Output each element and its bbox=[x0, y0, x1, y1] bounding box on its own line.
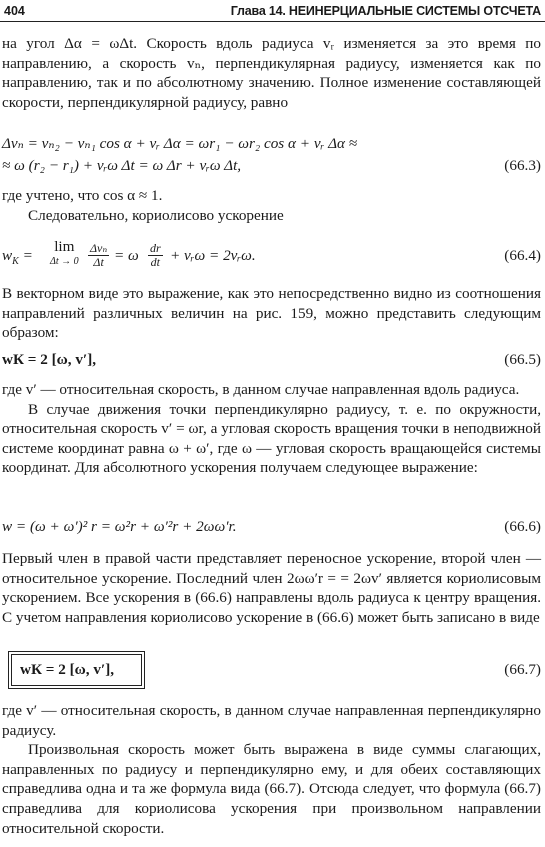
paragraph-text: В случае движения точки перпендикулярно радиусу, т. е. по окружности, относительная скорость v′ = ωr, а угловая скорость вращения точки в неподвижной системе координат равна ω + ω′, где ω — угловая скорость вращающейся системы координат. Для абсолютного ускорения получаем следующее выражение: bbox=[2, 400, 541, 477]
equation-number: (66.3) bbox=[504, 157, 541, 174]
chapter-title: Глава 14. НЕИНЕРЦИАЛЬНЫЕ СИСТЕМЫ ОТСЧЕТА bbox=[230, 4, 541, 18]
header-rule bbox=[0, 21, 545, 22]
paragraph-5 bbox=[2, 380, 541, 478]
equation-number: (66.7) bbox=[504, 661, 541, 678]
paragraph-text: В векторном виде это выражение, как это непосредственно видно из соотношения направлений различных величин на рис. 159, можно представить следующим образом: bbox=[2, 285, 541, 342]
eq-equals: = bbox=[18, 247, 33, 264]
page-number: 404 bbox=[4, 4, 25, 18]
equation-text: Δvₙ = vₙ₂ − vₙ₁ cos α + vᵣ Δα = ωr₁ − ωr₂ cos α + vᵣ Δα ≈ bbox=[2, 135, 358, 152]
fraction-dvn-dt: Δvₙ Δt bbox=[90, 241, 108, 269]
paragraph-text: где v′ — относительная скорость, в данном случае направленная вдоль радиуса. bbox=[2, 381, 520, 398]
paragraph-text: Следовательно, кориолисово ускорение bbox=[28, 206, 284, 224]
limit-operator: lim Δt → 0 bbox=[50, 238, 79, 267]
eq-mid: = ω bbox=[114, 247, 139, 264]
paragraph-text: Произвольная скорость может быть выражена в виде суммы слагающих, направленных по радиусу и перпендикулярно ему, и для обеих составляющих справедлива одна и та же формула вида (66.7). Отсюда следует, что формула (66.7) справедлива для кориолисова ускорения при произвольном направлении относительной скорости. bbox=[2, 741, 541, 837]
equation-number: (66.5) bbox=[504, 351, 541, 368]
paragraph-4 bbox=[2, 284, 541, 343]
equation-text: wК = 2 [ω, v′], bbox=[2, 351, 97, 368]
paragraph-8 bbox=[2, 701, 541, 838]
equation-number: (66.6) bbox=[504, 518, 541, 535]
paragraph-text: на угол Δα = ωΔt. Скорость вдоль радиуса vᵣ изменяется за это время по направлению, а скорость vₙ, перпендикулярная радиусу, изменяется как по направлению, так и по абсолютному значению. Полное изменение составляющей скорости, перпендикулярной радиусу, равно bbox=[2, 35, 541, 111]
paragraph-text: Первый член в правой части представляет переносное ускорение, второй член — относительное ускорение. Последний член 2ωω′r = = 2ωv′ является кориолисовым ускорением. Все ускорения в (66.6) направлены вдоль радиуса к центру вращения. С учетом направления кориолисово ускорение в (66.6) может быть записано в виде bbox=[2, 550, 541, 626]
paragraph-text: где v′ — относительная скорость, в данном случае направленная перпендикулярно радиусу. bbox=[2, 702, 541, 739]
paragraph-2 bbox=[2, 186, 541, 225]
equation-text: wК = 2 [ω, v′], bbox=[20, 661, 115, 678]
running-header bbox=[4, 0, 541, 20]
equation-text: w = (ω + ω′)² r = ω²r + ω′²r + 2ωω′r. bbox=[2, 518, 237, 535]
equation-text: ≈ ω (r₂ − r₁) + vᵣω Δt = ω Δr + vᵣω Δt, bbox=[2, 157, 242, 174]
eq-lhs: w bbox=[2, 247, 13, 264]
paragraph-7 bbox=[2, 549, 541, 627]
eq-rest: + vᵣω = 2vᵣω. bbox=[170, 247, 256, 264]
paragraph-1 bbox=[2, 34, 541, 112]
equation-66-7 bbox=[2, 651, 541, 691]
equation-66-4 bbox=[2, 238, 541, 278]
equation-66-3-line-1 bbox=[2, 134, 541, 154]
fraction-dr-dt: $\frac{dr}{dt}$ bbox=[150, 241, 161, 269]
eq-lhs-sub: К bbox=[12, 256, 19, 268]
equation-66-5 bbox=[2, 350, 541, 370]
equation-66-6 bbox=[2, 517, 541, 537]
paragraph-text: где учтено, что cos α ≈ 1. bbox=[2, 187, 163, 204]
equation-66-3-line-2 bbox=[2, 156, 541, 176]
equation-number: (66.4) bbox=[504, 247, 541, 264]
